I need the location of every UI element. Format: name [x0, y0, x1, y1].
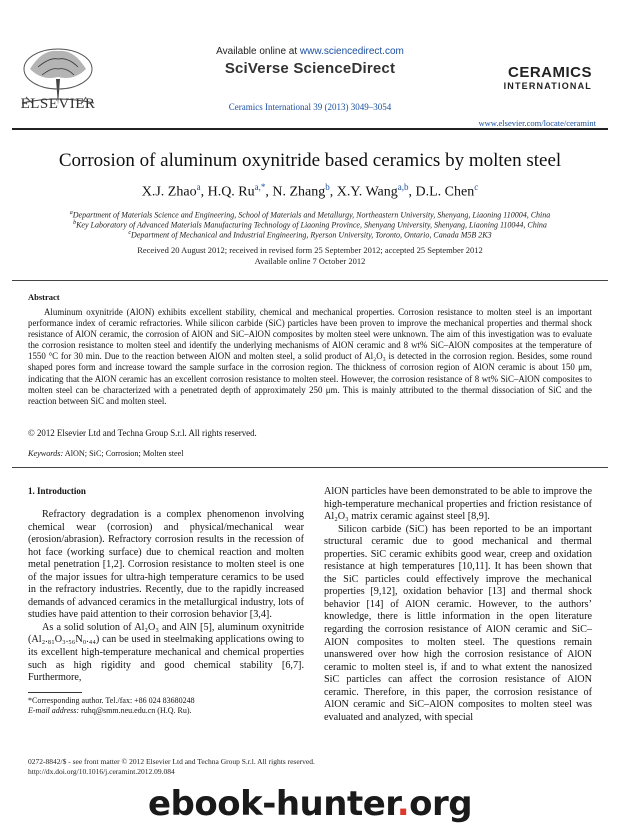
- footnote: [28, 696, 308, 716]
- affiliation-text: Department of Materials Science and Engineering, School of Materials and Metallurgy, Northeastern University, Shenyang, Liaoning 110004, China: [72, 210, 551, 220]
- keywords: [28, 449, 184, 458]
- footnote-divider: [28, 692, 82, 693]
- affiliation-mark: b: [73, 220, 77, 226]
- issn-line: 0272-8842/$ - see front matter © 2012 Elsevier Ltd and Techna Group S.r.l. All rights reserved.: [28, 757, 315, 766]
- author-name[interactable]: H.Q. Ru: [207, 184, 255, 200]
- available-prefix: Available online at: [216, 46, 300, 57]
- available-online-line: [0, 46, 620, 57]
- journal-reference-link[interactable]: Ceramics International 39 (2013) 3049–3054: [228, 102, 392, 112]
- left-column: [28, 509, 304, 685]
- body-paragraph: AlON particles have been demonstrated to be able to improve the high-temperature mechanical properties and friction resistance of Al₂O₃ matrix ceramic against steel [8,9].: [324, 486, 592, 523]
- affiliation-text: Key Laboratory of Advanced Materials Manufacturing Technology of Liaoning Province, Shenyang University, Shenyang, Liaoning 110044, China: [76, 220, 547, 230]
- platform-logo: SciVerse ScienceDirect: [224, 60, 396, 77]
- page-footer: [28, 757, 315, 777]
- author-affiliation-mark[interactable]: c: [474, 182, 479, 192]
- body-paragraph: As a solid solution of Al₂O₃ and AlN [5], aluminum oxynitride (Al₂.₈₁O₃.₅₆N₀.₄₄) can be used in steelmaking applications owing to its excellent high-temperature mechanical and chemical properties such as high rigidity and good chemical stability [6,7]. Furthermore,: [28, 621, 304, 684]
- keywords-list: AlON; SiC; Corrosion; Molten steel: [64, 449, 184, 458]
- section-heading-introduction: 1. Introduction: [28, 486, 86, 496]
- body-paragraph: Silicon carbide (SiC) has been reported to be an important structural ceramic due to good mechanical and thermal properties. SiC ceramic exhibits good wear, creep and oxidation resistance at high temperatures [10,11]. It has been shown that the SiC particles could effectively improve the mechanical properties [9,12], oxidation behavior [13] and thermal shock behavior [14] of AlON ceramic. However, to the authors’ knowledge, there is little information in the open literature regarding the corrosion resistance of AlON ceramic and SiC–AlON composites to molten steel. The questions remain unanswered over how high the corrosion resistance of AlON ceramic to molten steel is, if and to what extent the nanosized SiC particles can affect the corrosion resistance of AlON ceramic. Therefore, in this paper, the corrosion resistance of AlON ceramic and SiC–AlON composites to molten steel was evaluated and analyzed, with special: [324, 523, 592, 723]
- author-affiliation-mark[interactable]: a: [196, 182, 201, 192]
- right-column: [324, 486, 592, 724]
- abstract-heading: Abstract: [28, 292, 60, 302]
- journal-logo: [504, 64, 592, 91]
- abstract-top-divider: [12, 280, 608, 281]
- publisher-name: ELSEVIER: [20, 96, 96, 112]
- online-date: Available online 7 October 2012: [254, 256, 366, 266]
- header-divider: [12, 128, 608, 130]
- author-name[interactable]: X.Y. Wang: [336, 184, 398, 200]
- watermark-part2: org: [409, 784, 473, 824]
- affiliation-mark: c: [128, 230, 132, 236]
- doi-link[interactable]: http://dx.doi.org/10.1016/j.ceramint.2012.09.084: [28, 767, 175, 776]
- email-link[interactable]: ruhq@smm.neu.edu.cn (H.Q. Ru).: [81, 706, 192, 715]
- watermark: [148, 784, 472, 824]
- author-name[interactable]: N. Zhang: [272, 184, 326, 200]
- affiliation-mark: a: [69, 210, 73, 216]
- author-name[interactable]: D.L. Chen: [415, 184, 475, 200]
- keywords-label: Keywords:: [28, 449, 64, 458]
- watermark-dot: .: [396, 784, 410, 824]
- author-list: X.J. Zhao$^a$, H.Q. $Ru^{a,*}$, N. Zhang$^b$, X.Y. Wang$^{a,b}$, D.L. Chen$^c$: [141, 182, 479, 200]
- author-affiliation-mark[interactable]: b: [325, 182, 330, 192]
- abstract-copyright: © 2012 Elsevier Ltd and Techna Group S.r.l. All rights reserved.: [28, 428, 257, 438]
- affiliation-c: [20, 228, 600, 241]
- watermark-part1: ebook-hunter: [148, 784, 397, 824]
- author-affiliation-mark[interactable]: a,b: [397, 182, 409, 192]
- journal-logo-line2: INTERNATIONAL: [503, 81, 592, 91]
- journal-url-link[interactable]: www.elsevier.com/locate/ceramint: [478, 118, 596, 128]
- article-title: Corrosion of aluminum oxynitride based ceramics by molten steel: [58, 150, 562, 171]
- email-label: E-mail address:: [28, 706, 80, 715]
- author-affiliation-mark[interactable]: a,*: [254, 182, 266, 192]
- corresponding-author-note: *Corresponding author. Tel./fax: +86 024 83680248: [28, 696, 195, 705]
- body-paragraph: Refractory degradation is a complex phenomenon involving chemical wear (corrosion) and physical/mechanical wear (erosion/abrasion). Refractory corrosion results in the recession of hot face (working surface) due to chemical reaction and molten metal penetration [1,2]. Corrosion resistance to molten steel is one of the major issues for ultra-high temperature ceramics to be used in the refractory industries. Recently, due to the rapidly increased demands of advanced ceramics in the metallurgical industry, lots of studies have paid attention to their corrosion behavior [3,4].: [28, 509, 304, 621]
- sciencedirect-link[interactable]: www.sciencedirect.com: [299, 46, 404, 57]
- abstract-text: Aluminum oxynitride (AlON) exhibits excellent stability, chemical and mechanical properties. Corrosion resistance to molten steel is an important performance index of ceramic refractories. While silicon carbide (SiC) particles have been proven to improve the mechanical properties and thermal shock resistance of AlON ceramic, the corrosion of AlON and SiC–AlON composites by molten steel were unknown. The aim of this investigation was to evaluate the corrosion resistance to molten steel and identify the underlying mechanisms of AlON ceramic and 8 wt% SiC–AlON composites at the temperature of 1550 °C for 30 min. Due to the reaction between AlON and molten steel, a solid product of Al₂O₃ is detected in the corrosion region. Besides, some round shaped pores form and increase toward the sample surface in the corrosion region. The thickness of corrosion region of AlON ceramic is about 150 μm, indicating that the AlON ceramic has an excellent corrosion resistance to molten steel. However, the corrosion resistance of 8 wt% SiC–AlON composites to molten steel can be characterized with a penetrated depth of approximately 250 μm. This is mainly attributed to the thermal dissociation of SiC and the reaction between SiC and molten steel.: [28, 307, 592, 406]
- abstract-bottom-divider: [12, 467, 608, 468]
- author-name[interactable]: X.J. Zhao: [141, 184, 197, 200]
- journal-logo-line1: CERAMICS: [507, 64, 592, 81]
- affiliation-text: Department of Mechanical and Industrial Engineering, Ryerson University, Toronto, Ontario, Canada M5B 2K3: [131, 230, 492, 240]
- received-dates: Received 20 August 2012; received in revised form 25 September 2012; accepted 25 September 2012: [137, 245, 483, 255]
